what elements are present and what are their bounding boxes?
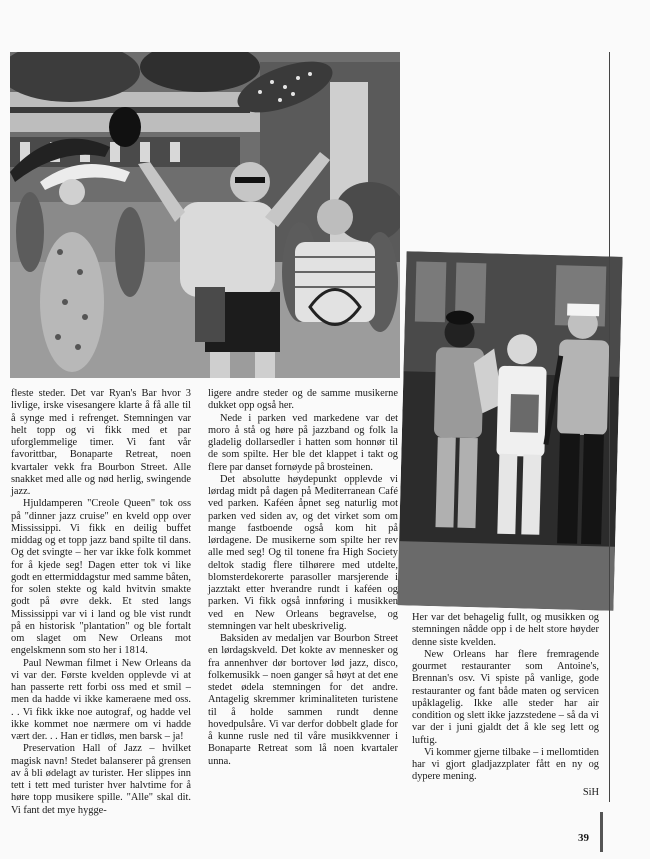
author-signature: SiH — [582, 786, 599, 798]
paragraph: Hjuldamperen "Creole Queen" tok oss på "dinner jazz cruise" en kveld opp over Mississippi. Vi fikk en deilig buffet middag og et topp jazz band spilte til dans. Og det svingte – her var ikke folk kommet for å kjede seg! Dagen etter tok vi like godt en ettermiddagstur med samme båten, for solen stekte og kald hvitvin smakte godt på øvre dekk. Et sted langs Mississippi var vi i land og ble vist rundt på en historisk "plantation" og ble fortalt om slaget om New Orleans mot engelskmenn som sto her i 1814. — [11, 498, 191, 657]
paragraph: Nede i parken ved markedene var det moro å stå og høre på jazzband og folk la gladelig dollarsedler i hatten som honnør til de som spilte. Her ble det klappet i takt og flere par danset fornøyde på brosteinen. — [208, 412, 398, 473]
paragraph: Her var det behagelig fullt, og musikken og stemningen nådde opp i de helt store høyder denne siste kvelden. — [412, 612, 599, 648]
paragraph: ligere andre steder og de samme musikerne dukket opp også her. — [208, 388, 398, 412]
paragraph: Paul Newman filmet i New Orleans da vi var der. Første kvelden opplevde vi at han passerte rett forbi oss med et smil – men da hadde vi ikke kameraene med oss. . . Vi fikk ikke noe autograf, og hadde vel ikke kommet noe nærmere om vi hadde vært der. . . Han er tidløs, men barsk – ja! — [11, 657, 191, 742]
page-number: 39 — [578, 832, 589, 844]
paragraph: New Orleans har flere fremragende gourmet restauranter som Antoine's, Brennan's osv. Vi spiste på vanlige, gode restauranter og fant både maten og servicen upåklagelig. Ikke alle steder har air condition og slett ikke jazzstedene – så da vi var der i juni gjaldt det å kle seg lett og luftig. — [412, 648, 599, 746]
page-edge-bar — [600, 812, 603, 852]
paragraph: Vi kommer gjerne tilbake – i mellomtiden har vi gjort gladjazzplater fått en ny og dypere mening. — [412, 746, 599, 783]
article-column-3 — [412, 612, 599, 799]
paragraph: Preservation Hall of Jazz – hvilket magisk navn! Stedet balanserer på grensen av å bli ødelagt av turister. Her slippes inn tett i tett med turister hver halvtime for å høre topp musikere spille. "Alle" skal dit. Vi fant det mye hygge- — [11, 743, 191, 816]
article-column-2 — [208, 388, 398, 768]
street-dance-photo — [10, 52, 400, 378]
paragraph: Baksiden av medaljen var Bourbon Street en lørdagskveld. Det kokte av mennesker og fra annenhver dør bortover lød jazz, disco, folkemusikk – noen ganger så høyt at det ene stedet ødela stemningen for det andre. Antagelig skremmer kriminaliteten turistene til å holde sammen rundt denne hovedpulsåre. Vi var derfor dobbelt glade for å kunne rusle ned til våre musikkvenner i Bonaparte Retreat som lå noen kvartaler unna. — [208, 633, 398, 767]
paragraph: Det absolutte høydepunkt opplevde vi lørdag midt på dagen på Mediterranean Café ved parken. Kaféen åpnet seg naturlig mot parken ved siden av, og det virket som om mange fastboende også kom hit på lørdagene. De musikerne som spilte her rev alle med seg! Og til tonene fra High Society deltok stadig flere tilhørere med utdelte, blomsterdekorerte parasoller marsjerende i jazztakt etter hverandre rundt i kaféen og parken. Vi fikk også innføring i musikken ved en New Orleans begravelse, og stemningen var helt ubeskrivelig. — [208, 473, 398, 632]
three-musicians-photo — [397, 251, 622, 611]
paragraph: fleste steder. Det var Ryan's Bar hvor 3 livlige, irske visesangere klarte å få alle til å synge med i refrenget. Stemningen var helt topp og vi fikk med et par uforglemmelige timer. Vi fant vår favorittbar, Bonaparte Retreat, noen kvartaler vekk fra Bourbon Street. Alle snakket med alle og nød herlig, swingende jazz. — [11, 388, 191, 497]
article-column-1 — [11, 388, 191, 817]
right-margin-rule — [609, 52, 610, 802]
